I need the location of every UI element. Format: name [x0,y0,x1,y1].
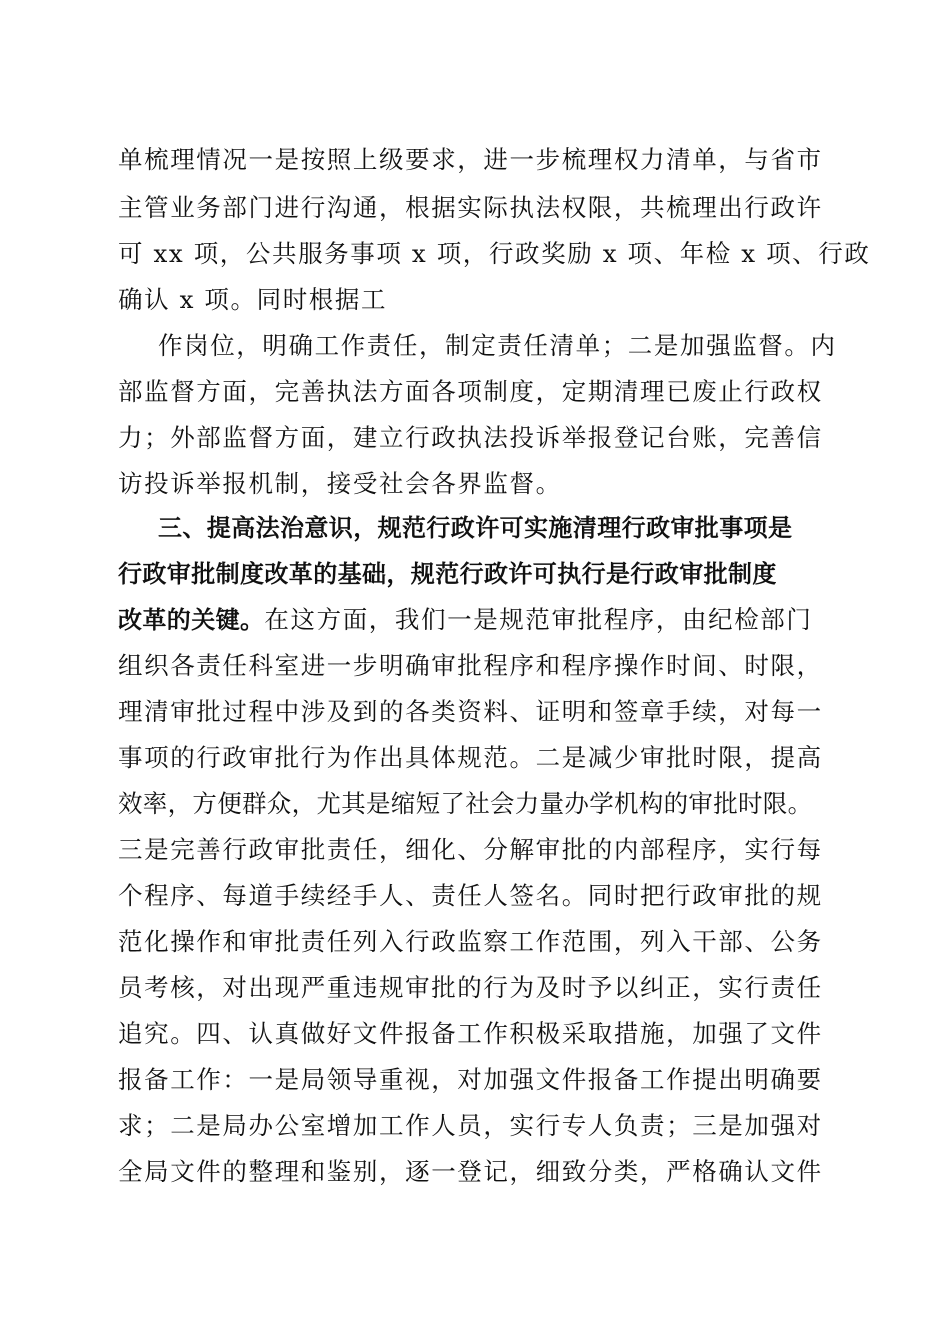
text-line: 部监督方面，完善执法方面各项制度，定期清理已废止行政权 [118,377,823,406]
text-line: 个程序、每道手续经手人、责任人签名。同时把行政审批的规 [118,881,823,910]
text-line: 作岗位，明确工作责任，制定责任清单；二是加强监督。内 [158,331,837,360]
text-line: 效率，方便群众，尤其是缩短了社会力量办学机构的审批时限。 [118,789,813,818]
text-line: 报备工作：一是局领导重视，对加强文件报备工作提出明确要 [118,1065,823,1094]
text-line: 力；外部监督方面，建立行政执法投诉举报登记台账，完善信 [118,423,823,452]
heading-line: 行政审批制度改革的基础，规范行政许可执行是行政审批制度 [118,560,777,588]
text-line: 员考核，对出现严重违规审批的行为及时予以纠正，实行责任 [118,973,823,1002]
text-line: 三是完善行政审批责任，细化、分解审批的内部程序，实行每 [118,835,823,864]
text-line: 主管业务部门进行沟通，根据实际执法权限，共梳理出行政许 [118,193,823,222]
text-line: 范化操作和审批责任列入行政监察工作范围，列入干部、公务 [118,927,823,956]
text-line: 追究。四、认真做好文件报备工作积极采取措施，加强了文件 [118,1019,823,1048]
text-line: 理清审批过程中涉及到的各类资料、证明和签章手续，对每一 [118,697,823,726]
text-line: 确认 x 项。同时根据工 [118,285,388,314]
text-line: 求；二是局办公室增加工作人员，实行专人负责；三是加强对 [118,1111,823,1140]
text-line: 单梳理情况一是按照上级要求，进一步梳理权力清单，与省市 [118,145,823,174]
text-line: 访投诉举报机制，接受社会各界监督。 [118,469,562,498]
text-line: 可 xx 项，公共服务事项 x 项，行政奖励 x 项、年检 x 项、行政 [118,239,871,268]
text-fragment: 在这方面，我们一是规范审批程序，由纪检部门 [264,605,813,634]
mixed-line [118,600,838,640]
text-line: 全局文件的整理和鉴别，逐一登记，细致分类，严格确认文件 [118,1157,823,1186]
heading-fragment: 改革的关键。 [118,606,265,634]
text-line: 事项的行政审批行为作出具体规范。二是减少审批时限，提高 [118,743,823,772]
text-line: 组织各责任科室进一步明确审批程序和程序操作时间、时限， [118,651,823,680]
heading-line: 三、提高法治意识，规范行政许可实施清理行政审批事项是 [158,514,793,542]
